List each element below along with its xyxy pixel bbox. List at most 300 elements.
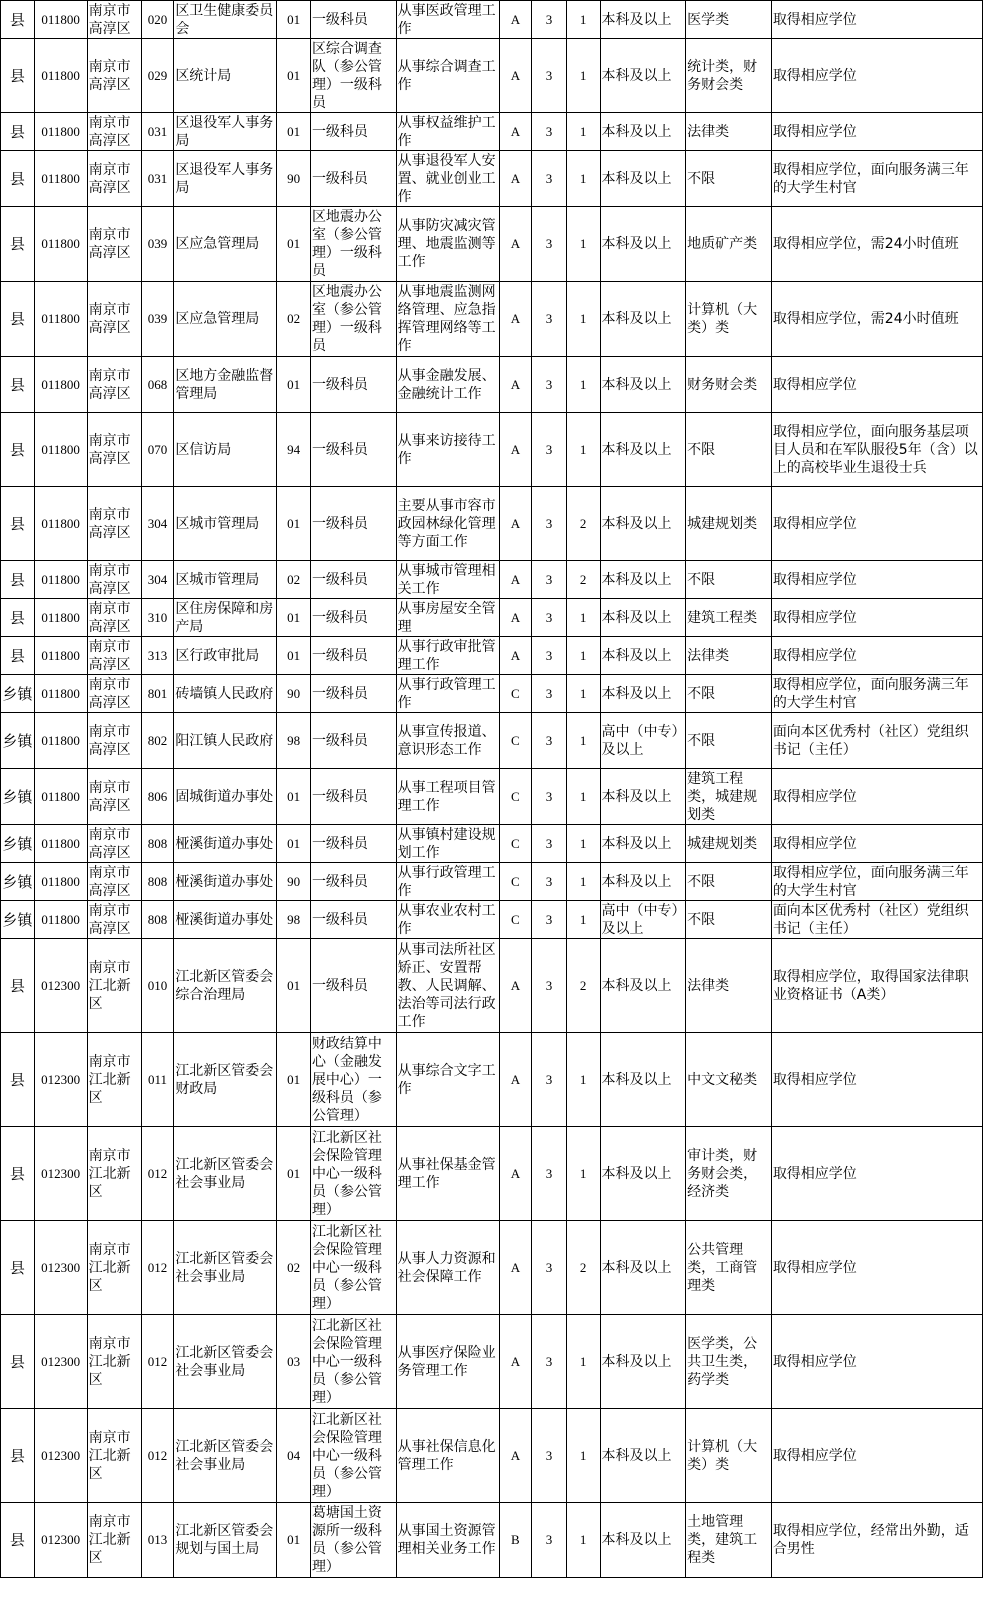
- position-cell: 一级科员: [310, 413, 396, 487]
- dept-code-cell: 029: [141, 39, 174, 113]
- major-cell: 不限: [686, 151, 772, 207]
- category-cell: C: [499, 901, 532, 939]
- category-cell: A: [499, 1033, 532, 1127]
- level-cell: 乡镇: [1, 863, 35, 901]
- position-code-cell: 01: [277, 357, 311, 413]
- area-cell: 南京市江北新区: [87, 1127, 141, 1221]
- position-code-cell: 01: [277, 39, 311, 113]
- department-cell: 江北新区管委会社会事业局: [174, 1127, 277, 1221]
- area-cell: 南京市高淳区: [87, 282, 141, 357]
- position-code-cell: 02: [277, 561, 311, 599]
- ratio-cell: 3: [532, 599, 567, 637]
- major-cell: 医学类，公共卫生类，药学类: [686, 1315, 772, 1409]
- department-cell: 阳江镇人民政府: [174, 713, 277, 769]
- category-cell: A: [499, 1221, 532, 1315]
- level-cell: 县: [1, 561, 35, 599]
- dept-code-cell: 013: [141, 1503, 174, 1578]
- table-row: [1, 1503, 983, 1578]
- requirements-cell: 取得相应学位，需24小时值班: [771, 207, 982, 282]
- level-cell: 县: [1, 413, 35, 487]
- dept-code-cell: 304: [141, 487, 174, 561]
- duty-cell: 从事宣传报道、意识形态工作: [396, 713, 499, 769]
- area-cell: 南京市高淳区: [87, 151, 141, 207]
- duty-cell: 从事来访接待工作: [396, 413, 499, 487]
- department-cell: 区应急管理局: [174, 282, 277, 357]
- duty-cell: 从事工程项目管理工作: [396, 769, 499, 825]
- unit-code-cell: 011800: [34, 863, 87, 901]
- education-cell: 本科及以上: [600, 825, 686, 863]
- ratio-cell: 3: [532, 1221, 567, 1315]
- dept-code-cell: 808: [141, 863, 174, 901]
- unit-code-cell: 012300: [34, 1503, 87, 1578]
- department-cell: 区地方金融监督管理局: [174, 357, 277, 413]
- area-cell: 南京市高淳区: [87, 599, 141, 637]
- category-cell: A: [499, 113, 532, 151]
- ratio-cell: 3: [532, 561, 567, 599]
- duty-cell: 从事国土资源管理相关业务工作: [396, 1503, 499, 1578]
- unit-code-cell: 012300: [34, 1221, 87, 1315]
- duty-cell: 从事退役军人安置、就业创业工作: [396, 151, 499, 207]
- position-cell: 一级科员: [310, 713, 396, 769]
- ratio-cell: 3: [532, 637, 567, 675]
- education-cell: 高中（中专）及以上: [600, 713, 686, 769]
- ratio-cell: 3: [532, 151, 567, 207]
- ratio-cell: 3: [532, 901, 567, 939]
- requirements-cell: 取得相应学位: [771, 487, 982, 561]
- department-cell: 江北新区管委会社会事业局: [174, 1315, 277, 1409]
- count-cell: 2: [566, 561, 600, 599]
- table-row: [1, 939, 983, 1033]
- position-code-cell: 98: [277, 901, 311, 939]
- count-cell: 1: [566, 1, 600, 39]
- department-cell: 区信访局: [174, 413, 277, 487]
- category-cell: C: [499, 713, 532, 769]
- dept-code-cell: 304: [141, 561, 174, 599]
- ratio-cell: 3: [532, 357, 567, 413]
- education-cell: 本科及以上: [600, 151, 686, 207]
- education-cell: 本科及以上: [600, 1503, 686, 1578]
- education-cell: 本科及以上: [600, 1127, 686, 1221]
- requirements-cell: 取得相应学位: [771, 561, 982, 599]
- duty-cell: 从事综合调查工作: [396, 39, 499, 113]
- requirements-cell: 取得相应学位，经常出外勤，适合男性: [771, 1503, 982, 1578]
- position-code-cell: 90: [277, 675, 311, 713]
- position-code-cell: 01: [277, 1033, 311, 1127]
- unit-code-cell: 011800: [34, 901, 87, 939]
- ratio-cell: 3: [532, 863, 567, 901]
- major-cell: 城建规划类: [686, 487, 772, 561]
- major-cell: 不限: [686, 675, 772, 713]
- duty-cell: 从事房屋安全管理: [396, 599, 499, 637]
- major-cell: 计算机（大类）类: [686, 282, 772, 357]
- level-cell: 县: [1, 39, 35, 113]
- level-cell: 县: [1, 1315, 35, 1409]
- position-code-cell: 01: [277, 113, 311, 151]
- requirements-cell: 取得相应学位: [771, 1, 982, 39]
- ratio-cell: 3: [532, 939, 567, 1033]
- position-cell: 一级科员: [310, 901, 396, 939]
- requirements-cell: 取得相应学位: [771, 1221, 982, 1315]
- position-cell: 区地震办公室（参公管理）一级科员: [310, 282, 396, 357]
- requirements-cell: 取得相应学位: [771, 1033, 982, 1127]
- level-cell: 县: [1, 599, 35, 637]
- level-cell: 县: [1, 151, 35, 207]
- position-cell: 区综合调查队（参公管理）一级科员: [310, 39, 396, 113]
- area-cell: 南京市高淳区: [87, 487, 141, 561]
- duty-cell: 从事司法所社区矫正、安置帮教、人民调解、法治等司法行政工作: [396, 939, 499, 1033]
- position-cell: 江北新区社会保险管理中心一级科员（参公管理）: [310, 1127, 396, 1221]
- area-cell: 南京市高淳区: [87, 561, 141, 599]
- ratio-cell: 3: [532, 282, 567, 357]
- position-code-cell: 01: [277, 825, 311, 863]
- requirements-cell: 取得相应学位，面向服务基层项目人员和在军队服役5年（含）以上的高校毕业生退役士兵: [771, 413, 982, 487]
- position-cell: 一级科员: [310, 825, 396, 863]
- education-cell: 本科及以上: [600, 1, 686, 39]
- unit-code-cell: 011800: [34, 113, 87, 151]
- education-cell: 本科及以上: [600, 1409, 686, 1503]
- table-row: [1, 769, 983, 825]
- level-cell: 县: [1, 1, 35, 39]
- count-cell: 1: [566, 39, 600, 113]
- level-cell: 县: [1, 939, 35, 1033]
- ratio-cell: 3: [532, 207, 567, 282]
- duty-cell: 从事金融发展、金融统计工作: [396, 357, 499, 413]
- dept-code-cell: 012: [141, 1409, 174, 1503]
- position-code-cell: 01: [277, 939, 311, 1033]
- ratio-cell: 3: [532, 1315, 567, 1409]
- unit-code-cell: 012300: [34, 1409, 87, 1503]
- area-cell: 南京市高淳区: [87, 207, 141, 282]
- unit-code-cell: 012300: [34, 939, 87, 1033]
- position-code-cell: 02: [277, 1221, 311, 1315]
- position-cell: 一级科员: [310, 675, 396, 713]
- position-code-cell: 01: [277, 599, 311, 637]
- major-cell: 建筑工程类，城建规划类: [686, 769, 772, 825]
- position-cell: 一级科员: [310, 769, 396, 825]
- dept-code-cell: 031: [141, 113, 174, 151]
- area-cell: 南京市高淳区: [87, 637, 141, 675]
- ratio-cell: 3: [532, 1, 567, 39]
- major-cell: 不限: [686, 561, 772, 599]
- requirements-cell: 取得相应学位，需24小时值班: [771, 282, 982, 357]
- position-code-cell: 01: [277, 207, 311, 282]
- ratio-cell: 3: [532, 1127, 567, 1221]
- requirements-cell: 取得相应学位: [771, 769, 982, 825]
- dept-code-cell: 039: [141, 282, 174, 357]
- major-cell: 中文文秘类: [686, 1033, 772, 1127]
- ratio-cell: 3: [532, 769, 567, 825]
- ratio-cell: 3: [532, 487, 567, 561]
- area-cell: 南京市江北新区: [87, 1315, 141, 1409]
- dept-code-cell: 808: [141, 825, 174, 863]
- department-cell: 区城市管理局: [174, 561, 277, 599]
- position-cell: 一级科员: [310, 561, 396, 599]
- duty-cell: 从事综合文字工作: [396, 1033, 499, 1127]
- unit-code-cell: 011800: [34, 413, 87, 487]
- unit-code-cell: 011800: [34, 637, 87, 675]
- requirements-cell: 取得相应学位: [771, 39, 982, 113]
- area-cell: 南京市高淳区: [87, 713, 141, 769]
- count-cell: 1: [566, 1503, 600, 1578]
- level-cell: 县: [1, 282, 35, 357]
- major-cell: 法律类: [686, 939, 772, 1033]
- level-cell: 乡镇: [1, 769, 35, 825]
- duty-cell: 从事社保基金管理工作: [396, 1127, 499, 1221]
- unit-code-cell: 011800: [34, 769, 87, 825]
- area-cell: 南京市江北新区: [87, 1409, 141, 1503]
- ratio-cell: 3: [532, 113, 567, 151]
- education-cell: 本科及以上: [600, 1315, 686, 1409]
- unit-code-cell: 012300: [34, 1127, 87, 1221]
- major-cell: 法律类: [686, 113, 772, 151]
- major-cell: 不限: [686, 863, 772, 901]
- major-cell: 计算机（大类）类: [686, 1409, 772, 1503]
- position-code-cell: 01: [277, 1503, 311, 1578]
- area-cell: 南京市高淳区: [87, 769, 141, 825]
- dept-code-cell: 011: [141, 1033, 174, 1127]
- education-cell: 高中（中专）及以上: [600, 901, 686, 939]
- position-cell: 一级科员: [310, 939, 396, 1033]
- education-cell: 本科及以上: [600, 487, 686, 561]
- count-cell: 2: [566, 1221, 600, 1315]
- level-cell: 县: [1, 113, 35, 151]
- dept-code-cell: 010: [141, 939, 174, 1033]
- education-cell: 本科及以上: [600, 863, 686, 901]
- area-cell: 南京市高淳区: [87, 863, 141, 901]
- position-cell: 一级科员: [310, 637, 396, 675]
- level-cell: 县: [1, 207, 35, 282]
- requirements-cell: 取得相应学位: [771, 825, 982, 863]
- area-cell: 南京市江北新区: [87, 1033, 141, 1127]
- education-cell: 本科及以上: [600, 599, 686, 637]
- count-cell: 1: [566, 825, 600, 863]
- dept-code-cell: 039: [141, 207, 174, 282]
- category-cell: A: [499, 561, 532, 599]
- ratio-cell: 3: [532, 413, 567, 487]
- duty-cell: 从事地震监测网络管理、应急指挥管理网络等工作: [396, 282, 499, 357]
- count-cell: 1: [566, 113, 600, 151]
- ratio-cell: 3: [532, 713, 567, 769]
- education-cell: 本科及以上: [600, 675, 686, 713]
- table-row: [1, 113, 983, 151]
- count-cell: 1: [566, 282, 600, 357]
- category-cell: A: [499, 939, 532, 1033]
- ratio-cell: 3: [532, 675, 567, 713]
- count-cell: 1: [566, 357, 600, 413]
- ratio-cell: 3: [532, 825, 567, 863]
- major-cell: 地质矿产类: [686, 207, 772, 282]
- unit-code-cell: 011800: [34, 487, 87, 561]
- level-cell: 县: [1, 1503, 35, 1578]
- ratio-cell: 3: [532, 1033, 567, 1127]
- position-code-cell: 01: [277, 1, 311, 39]
- department-cell: 区应急管理局: [174, 207, 277, 282]
- table-row: [1, 1315, 983, 1409]
- dept-code-cell: 068: [141, 357, 174, 413]
- major-cell: 不限: [686, 413, 772, 487]
- position-cell: 区地震办公室（参公管理）一级科员: [310, 207, 396, 282]
- count-cell: 1: [566, 413, 600, 487]
- area-cell: 南京市高淳区: [87, 357, 141, 413]
- requirements-cell: 取得相应学位: [771, 637, 982, 675]
- category-cell: B: [499, 1503, 532, 1578]
- count-cell: 2: [566, 939, 600, 1033]
- unit-code-cell: 011800: [34, 207, 87, 282]
- position-cell: 葛塘国土资源所一级科员（参公管理）: [310, 1503, 396, 1578]
- dept-code-cell: 313: [141, 637, 174, 675]
- level-cell: 乡镇: [1, 901, 35, 939]
- position-cell: 一级科员: [310, 151, 396, 207]
- duty-cell: 从事行政管理工作: [396, 863, 499, 901]
- education-cell: 本科及以上: [600, 637, 686, 675]
- count-cell: 1: [566, 863, 600, 901]
- category-cell: A: [499, 1127, 532, 1221]
- education-cell: 本科及以上: [600, 413, 686, 487]
- unit-code-cell: 011800: [34, 675, 87, 713]
- duty-cell: 从事行政审批管理工作: [396, 637, 499, 675]
- unit-code-cell: 011800: [34, 1, 87, 39]
- dept-code-cell: 310: [141, 599, 174, 637]
- education-cell: 本科及以上: [600, 207, 686, 282]
- ratio-cell: 3: [532, 1503, 567, 1578]
- department-cell: 江北新区管委会规划与国土局: [174, 1503, 277, 1578]
- education-cell: 本科及以上: [600, 1033, 686, 1127]
- position-cell: 江北新区社会保险管理中心一级科员（参公管理）: [310, 1409, 396, 1503]
- count-cell: 1: [566, 713, 600, 769]
- education-cell: 本科及以上: [600, 39, 686, 113]
- table-row: [1, 1409, 983, 1503]
- category-cell: C: [499, 675, 532, 713]
- count-cell: 1: [566, 1127, 600, 1221]
- major-cell: 建筑工程类: [686, 599, 772, 637]
- category-cell: A: [499, 487, 532, 561]
- dept-code-cell: 020: [141, 1, 174, 39]
- duty-cell: 从事防灾减灾管理、地震监测等工作: [396, 207, 499, 282]
- count-cell: 1: [566, 637, 600, 675]
- requirements-cell: 面向本区优秀村（社区）党组织书记（主任）: [771, 713, 982, 769]
- position-cell: 财政结算中心（金融发展中心）一级科员（参公管理）: [310, 1033, 396, 1127]
- table-row: [1, 413, 983, 487]
- position-cell: 一级科员: [310, 599, 396, 637]
- major-cell: 土地管理类，建筑工程类: [686, 1503, 772, 1578]
- level-cell: 县: [1, 487, 35, 561]
- unit-code-cell: 011800: [34, 39, 87, 113]
- count-cell: 1: [566, 599, 600, 637]
- dept-code-cell: 801: [141, 675, 174, 713]
- count-cell: 1: [566, 1315, 600, 1409]
- count-cell: 1: [566, 901, 600, 939]
- unit-code-cell: 012300: [34, 1315, 87, 1409]
- dept-code-cell: 070: [141, 413, 174, 487]
- department-cell: 砖墙镇人民政府: [174, 675, 277, 713]
- level-cell: 县: [1, 1127, 35, 1221]
- table-row: [1, 39, 983, 113]
- count-cell: 1: [566, 675, 600, 713]
- dept-code-cell: 031: [141, 151, 174, 207]
- dept-code-cell: 806: [141, 769, 174, 825]
- requirements-cell: 取得相应学位: [771, 113, 982, 151]
- count-cell: 1: [566, 207, 600, 282]
- category-cell: A: [499, 1, 532, 39]
- area-cell: 南京市江北新区: [87, 1221, 141, 1315]
- duty-cell: 从事行政管理工作: [396, 675, 499, 713]
- position-code-cell: 04: [277, 1409, 311, 1503]
- table-row: [1, 151, 983, 207]
- position-code-cell: 01: [277, 1127, 311, 1221]
- department-cell: 区统计局: [174, 39, 277, 113]
- major-cell: 不限: [686, 713, 772, 769]
- category-cell: C: [499, 863, 532, 901]
- position-code-cell: 02: [277, 282, 311, 357]
- requirements-cell: 取得相应学位，取得国家法律职业资格证书（A类）: [771, 939, 982, 1033]
- unit-code-cell: 011800: [34, 825, 87, 863]
- table-row: [1, 1127, 983, 1221]
- major-cell: 统计类，财务财会类: [686, 39, 772, 113]
- category-cell: A: [499, 282, 532, 357]
- area-cell: 南京市高淳区: [87, 675, 141, 713]
- duty-cell: 从事医政管理工作: [396, 1, 499, 39]
- education-cell: 本科及以上: [600, 1221, 686, 1315]
- dept-code-cell: 012: [141, 1315, 174, 1409]
- position-code-cell: 03: [277, 1315, 311, 1409]
- dept-code-cell: 808: [141, 901, 174, 939]
- major-cell: 公共管理类，工商管理类: [686, 1221, 772, 1315]
- table-row: [1, 1221, 983, 1315]
- table-row: [1, 637, 983, 675]
- department-cell: 固城街道办事处: [174, 769, 277, 825]
- duty-cell: 从事人力资源和社会保障工作: [396, 1221, 499, 1315]
- level-cell: 县: [1, 637, 35, 675]
- requirements-cell: 取得相应学位，面向服务满三年的大学生村官: [771, 863, 982, 901]
- position-code-cell: 90: [277, 151, 311, 207]
- category-cell: A: [499, 39, 532, 113]
- position-cell: 一级科员: [310, 113, 396, 151]
- table-row: [1, 561, 983, 599]
- position-code-cell: 01: [277, 769, 311, 825]
- major-cell: 不限: [686, 901, 772, 939]
- department-cell: 桠溪街道办事处: [174, 901, 277, 939]
- position-cell: 一级科员: [310, 863, 396, 901]
- position-code-cell: 01: [277, 487, 311, 561]
- category-cell: A: [499, 151, 532, 207]
- duty-cell: 从事城市管理相关工作: [396, 561, 499, 599]
- department-cell: 桠溪街道办事处: [174, 825, 277, 863]
- requirements-cell: 取得相应学位: [771, 1409, 982, 1503]
- area-cell: 南京市江北新区: [87, 939, 141, 1033]
- area-cell: 南京市高淳区: [87, 113, 141, 151]
- requirements-cell: 取得相应学位: [771, 599, 982, 637]
- table-row: [1, 825, 983, 863]
- area-cell: 南京市高淳区: [87, 1, 141, 39]
- table-row: [1, 901, 983, 939]
- category-cell: A: [499, 357, 532, 413]
- count-cell: 1: [566, 1033, 600, 1127]
- department-cell: 区城市管理局: [174, 487, 277, 561]
- major-cell: 财务财会类: [686, 357, 772, 413]
- position-code-cell: 01: [277, 637, 311, 675]
- category-cell: C: [499, 825, 532, 863]
- major-cell: 审计类，财务财会类，经济类: [686, 1127, 772, 1221]
- level-cell: 县: [1, 1033, 35, 1127]
- requirements-cell: 取得相应学位，面向服务满三年的大学生村官: [771, 151, 982, 207]
- table-body: [1, 1, 983, 1578]
- department-cell: 江北新区管委会社会事业局: [174, 1409, 277, 1503]
- unit-code-cell: 011800: [34, 713, 87, 769]
- department-cell: 江北新区管委会财政局: [174, 1033, 277, 1127]
- position-cell: 江北新区社会保险管理中心一级科员（参公管理）: [310, 1221, 396, 1315]
- department-cell: 江北新区管委会综合治理局: [174, 939, 277, 1033]
- position-cell: 江北新区社会保险管理中心一级科员（参公管理）: [310, 1315, 396, 1409]
